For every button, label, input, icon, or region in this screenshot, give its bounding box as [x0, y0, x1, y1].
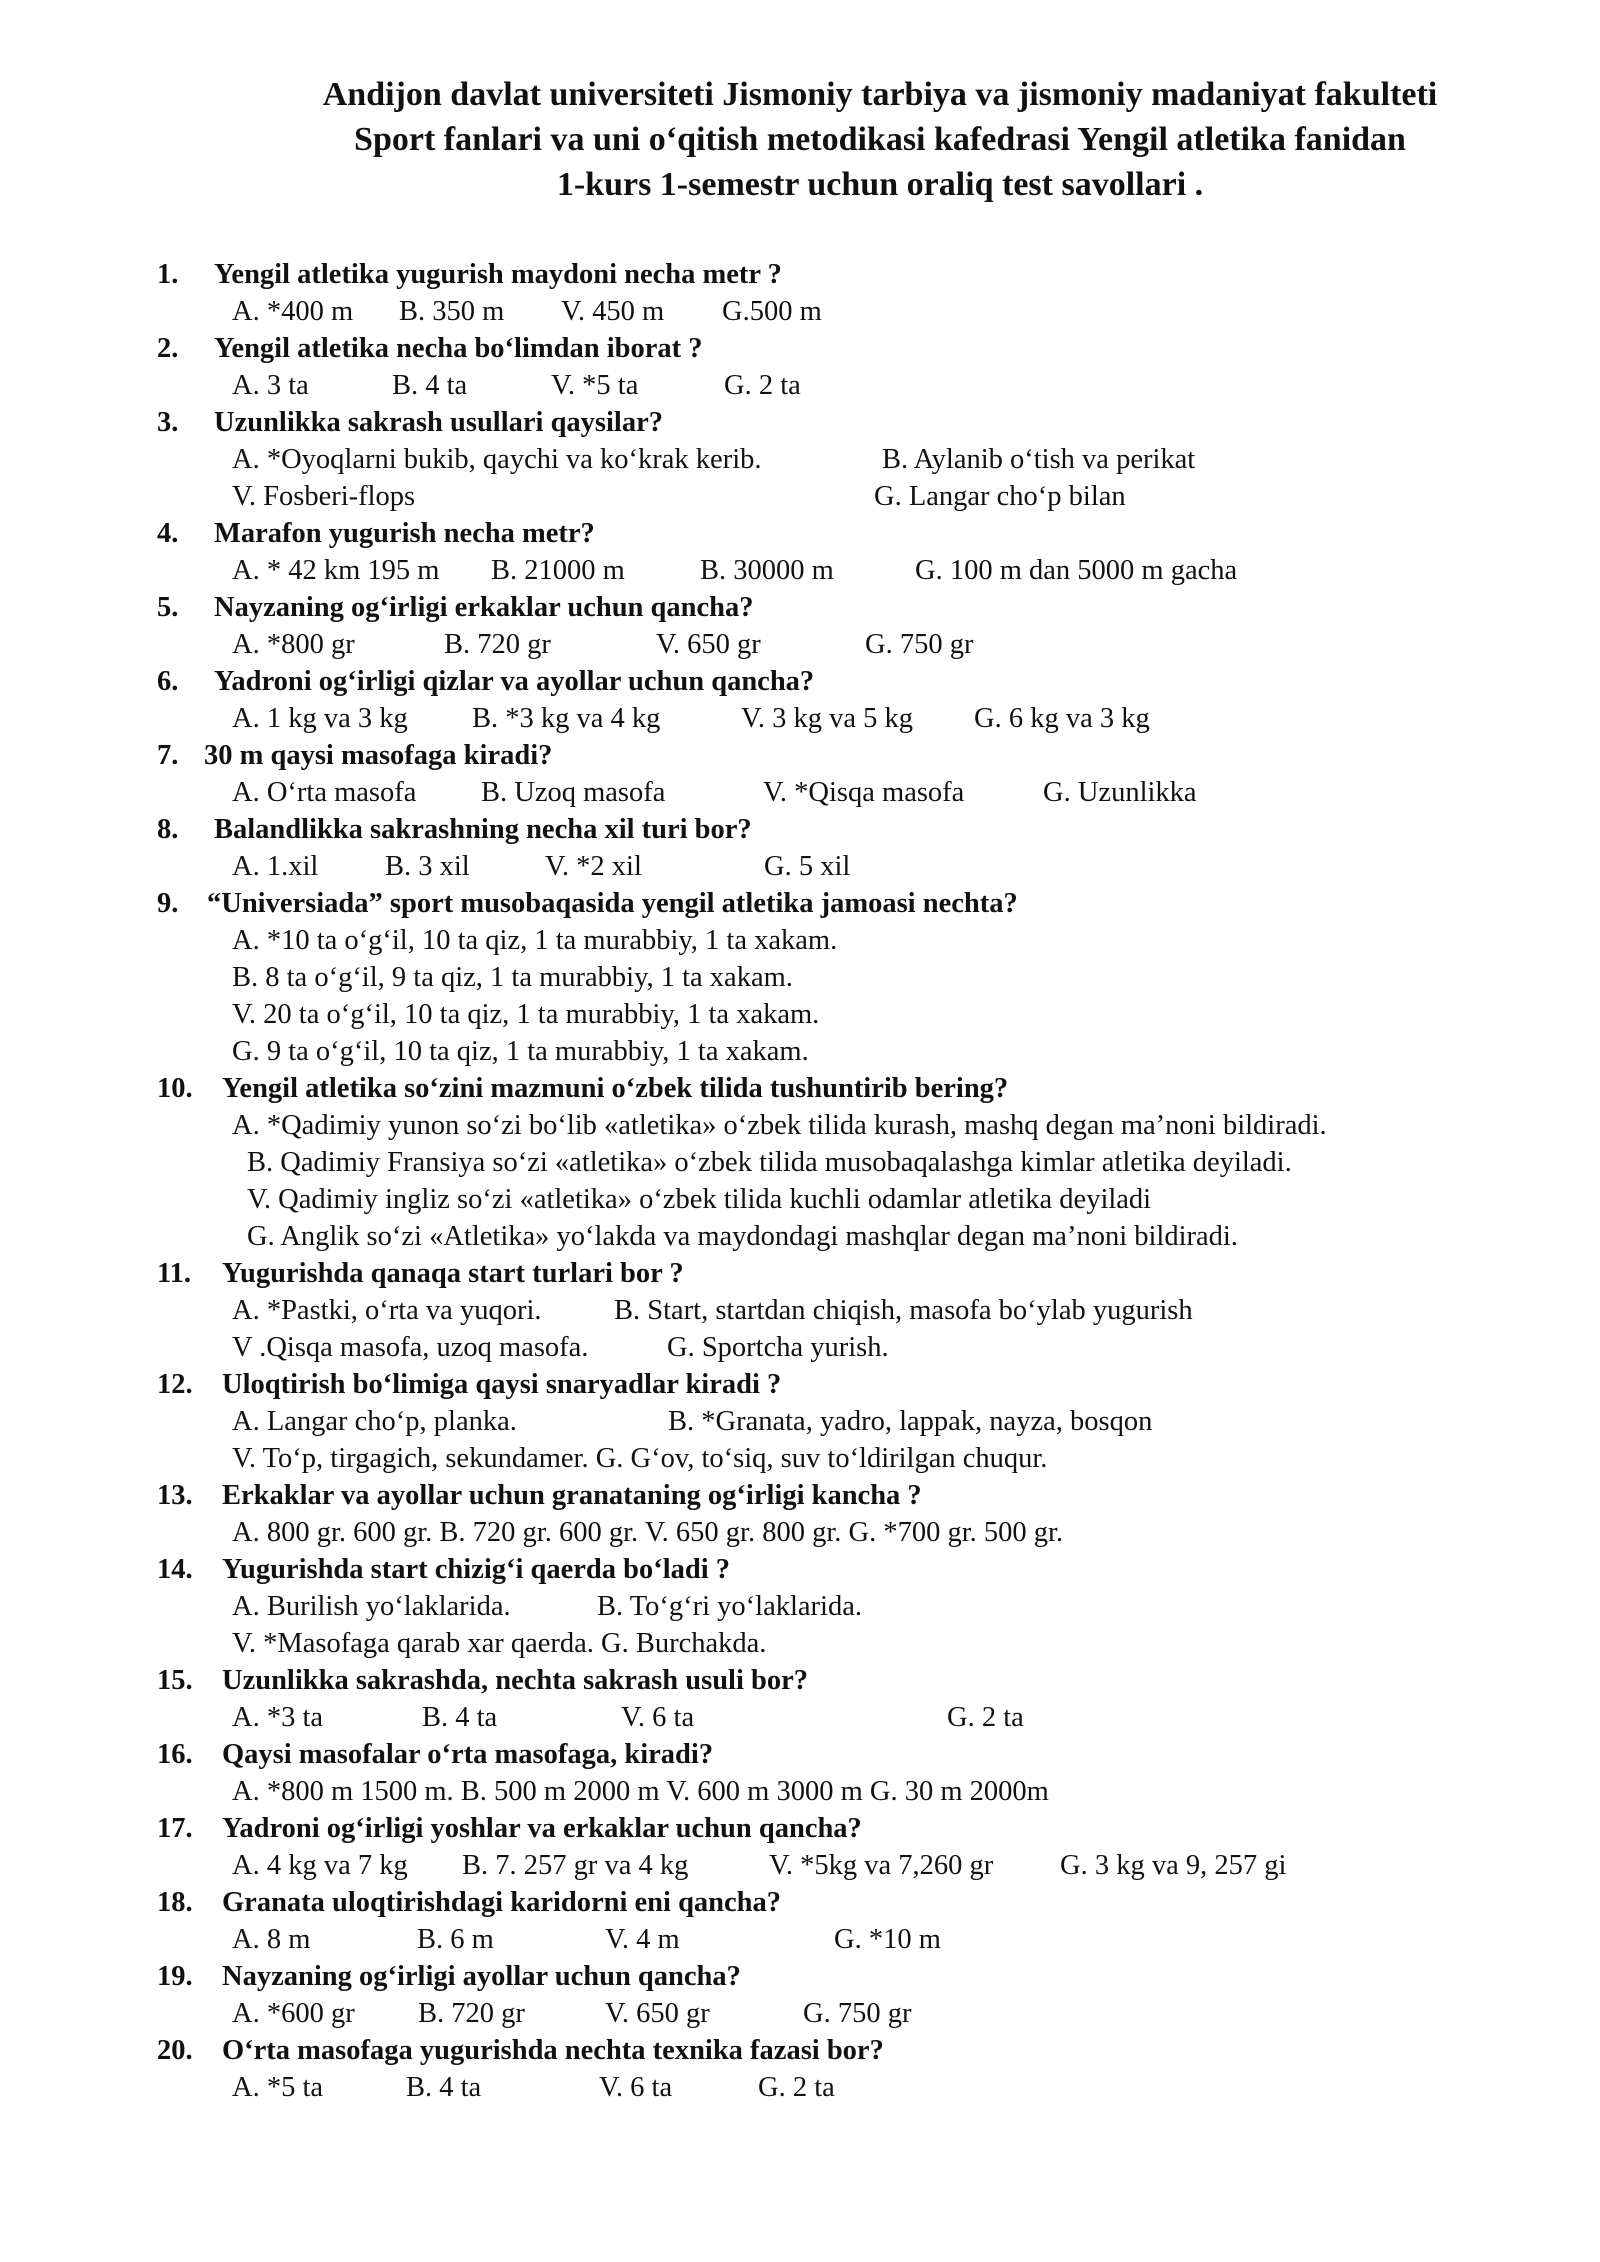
question-text: Yadroni og‘irligi yoshlar va erkaklar uchun qancha? — [222, 1813, 862, 1844]
answer-option: B. Start, startdan chiqish, masofa bo‘ylab yugurish — [614, 1295, 1193, 1326]
answer-option: A. O‘rta masofa — [232, 777, 417, 808]
question-text: Yengil atletika so‘zini mazmuni o‘zbek tilida tushuntirib bering? — [222, 1073, 1009, 1104]
question-item — [0, 1884, 1600, 1958]
answer-option: B. 720 gr — [418, 1998, 525, 2029]
answer-line — [0, 293, 1600, 330]
question-text: Yengil atletika necha bo‘limdan iborat ? — [214, 333, 703, 364]
answer-option: B. 7. 257 gr va 4 kg — [462, 1850, 689, 1881]
answer-option: V .Qisqa masofa, uzoq masofa. — [232, 1332, 589, 1363]
question-text: Yengil atletika yugurish maydoni necha metr ? — [214, 259, 782, 290]
question-line — [0, 1551, 1600, 1588]
question-item — [0, 1255, 1600, 1366]
answer-option: A. 1 kg va 3 kg — [232, 703, 408, 734]
answer-option: B. 4 ta — [392, 370, 468, 401]
answer-option: B. 4 ta — [422, 1702, 498, 1733]
answer-option: B. 350 m — [399, 296, 505, 327]
answer-line — [0, 1699, 1600, 1736]
answer-option: G. 2 ta — [724, 370, 801, 401]
question-line — [0, 1810, 1600, 1847]
answer-option: B. 3 xil — [385, 851, 470, 882]
answer-option: G. Sportcha yurish. — [667, 1332, 889, 1363]
answer-option: A. *Pastki, o‘rta va yuqori. — [232, 1295, 542, 1326]
question-number: 16. — [157, 1739, 193, 1770]
answer-option: B. 30000 m — [700, 555, 834, 586]
answer-line — [0, 996, 1600, 1033]
answer-line — [0, 1181, 1600, 1218]
answer-option: B. 21000 m — [491, 555, 625, 586]
question-list — [0, 256, 1600, 2106]
question-item — [0, 1366, 1600, 1477]
answer-line — [0, 1995, 1600, 2032]
question-line — [0, 589, 1600, 626]
question-text: 30 m qaysi masofaga kiradi? — [204, 740, 553, 771]
answer-line — [0, 848, 1600, 885]
answer-line — [0, 959, 1600, 996]
answer-option: A. 8 m — [232, 1924, 311, 1955]
question-line — [0, 737, 1600, 774]
header-line-2: Sport fanlari va uni o‘qitish metodikasi kafedrasi Yengil atletika fanidan — [354, 121, 1406, 158]
answer-option: V. 6 ta — [599, 2072, 673, 2103]
question-number: 13. — [157, 1480, 193, 1511]
question-text: O‘rta masofaga yugurishda nechta texnika fazasi bor? — [222, 2035, 884, 2066]
question-line — [0, 885, 1600, 922]
question-text: Nayzaning og‘irligi erkaklar uchun qancha? — [214, 592, 754, 623]
question-number: 19. — [157, 1961, 193, 1992]
answer-option: A. *3 ta — [232, 1702, 324, 1733]
answer-option: A. * 42 km 195 m — [232, 555, 440, 586]
answer-option: G. 750 gr — [803, 1998, 912, 2029]
question-line — [0, 1255, 1600, 1292]
header-line-3: 1-kurs 1-semestr uchun oraliq test savollari . — [556, 166, 1204, 203]
question-item — [0, 737, 1600, 811]
answer-option: V. 6 ta — [621, 1702, 695, 1733]
document-header — [230, 72, 1530, 207]
answer-option: B. Qadimiy Fransiya so‘zi «atletika» o‘zbek tilida musobaqalashga kimlar atletika deyiladi. — [247, 1147, 1292, 1178]
answer-option: A. *Qadimiy yunon so‘zi bo‘lib «atletika» o‘zbek tilida kurash, mashq degan ma’noni bildiradi. — [232, 1110, 1327, 1141]
answer-option: B. Aylanib o‘tish va perikat — [882, 444, 1196, 475]
answer-option: A. 1.xil — [232, 851, 319, 882]
question-item — [0, 404, 1600, 515]
answer-option: B. 4 ta — [406, 2072, 482, 2103]
answer-option: A. 3 ta — [232, 370, 309, 401]
question-text: Nayzaning og‘irligi ayollar uchun qancha? — [222, 1961, 741, 1992]
question-line — [0, 2032, 1600, 2069]
question-item — [0, 1477, 1600, 1551]
question-text: Yadroni og‘irligi qizlar va ayollar uchun qancha? — [214, 666, 815, 697]
answer-option: V. Fosberi-flops — [232, 481, 416, 512]
question-item — [0, 1958, 1600, 2032]
answer-option: A. *10 ta o‘g‘il, 10 ta qiz, 1 ta murabbiy, 1 ta xakam. — [232, 925, 838, 956]
answer-line — [0, 774, 1600, 811]
answer-line — [0, 1514, 1600, 1551]
answer-line — [0, 1107, 1600, 1144]
question-line — [0, 1477, 1600, 1514]
question-text: Erkaklar va ayollar uchun granataning og‘irligi kancha ? — [222, 1480, 922, 1511]
answer-line — [0, 1033, 1600, 1070]
answer-option: V. 650 gr — [656, 629, 761, 660]
question-item — [0, 663, 1600, 737]
question-number: 4. — [157, 518, 179, 549]
question-line — [0, 1958, 1600, 1995]
answer-option: B. 8 ta o‘g‘il, 9 ta qiz, 1 ta murabbiy, 1 ta xakam. — [232, 962, 793, 993]
question-number: 9. — [157, 888, 179, 919]
question-item — [0, 1810, 1600, 1884]
answer-line — [0, 1440, 1600, 1477]
answer-option: A. *Oyoqlarni bukib, qaychi va ko‘krak kerib. — [232, 444, 762, 475]
question-line — [0, 256, 1600, 293]
question-text: Marafon yugurish necha metr? — [214, 518, 595, 549]
answer-option: A. *800 m 1500 m. B. 500 m 2000 m V. 600 m 3000 m G. 30 m 2000m — [232, 1776, 1049, 1807]
question-item — [0, 1736, 1600, 1810]
question-number: 7. — [157, 740, 179, 771]
question-text: Uzunlikka sakrash usullari qaysilar? — [214, 407, 664, 438]
answer-option: V. *2 xil — [545, 851, 642, 882]
answer-option: G. Uzunlikka — [1043, 777, 1197, 808]
question-line — [0, 1366, 1600, 1403]
answer-option: G. Anglik so‘zi «Atletika» yo‘lakda va maydondagi mashqlar degan ma’noni bildiradi. — [247, 1221, 1238, 1252]
answer-option: G. 2 ta — [947, 1702, 1024, 1733]
question-text: Uzunlikka sakrashda, nechta sakrash usuli bor? — [222, 1665, 809, 1696]
header-line-1: Andijon davlat universiteti Jismoniy tarbiya va jismoniy madaniyat fakulteti — [322, 76, 1438, 113]
question-number: 3. — [157, 407, 179, 438]
question-item — [0, 2032, 1600, 2106]
answer-option: G. 5 xil — [764, 851, 851, 882]
question-number: 8. — [157, 814, 179, 845]
answer-option: B. 6 m — [417, 1924, 494, 1955]
answer-option: G.500 m — [722, 296, 822, 327]
answer-option: V. *Qisqa masofa — [763, 777, 965, 808]
question-item — [0, 811, 1600, 885]
question-number: 12. — [157, 1369, 193, 1400]
answer-option: A. Langar cho‘p, planka. — [232, 1406, 517, 1437]
answer-option: V. To‘p, tirgagich, sekundamer. G. G‘ov, to‘siq, suv to‘ldirilgan chuqur. — [232, 1443, 1048, 1474]
answer-option: B. To‘g‘ri yo‘laklarida. — [597, 1591, 862, 1622]
answer-option: A. *400 m — [232, 296, 354, 327]
answer-line — [0, 626, 1600, 663]
answer-option: V. *Masofaga qarab xar qaerda. G. Burchakda. — [232, 1628, 767, 1659]
answer-option: B. 720 gr — [444, 629, 551, 660]
answer-option: V. Qadimiy ingliz so‘zi «atletika» o‘zbek tilida kuchli odamlar atletika deyiladi — [247, 1184, 1152, 1215]
answer-option: A. 4 kg va 7 kg — [232, 1850, 408, 1881]
question-number: 11. — [157, 1258, 192, 1289]
question-item — [0, 515, 1600, 589]
answer-option: V. 20 ta o‘g‘il, 10 ta qiz, 1 ta murabbiy, 1 ta xakam. — [232, 999, 820, 1030]
answer-line — [0, 1403, 1600, 1440]
answer-line — [0, 1625, 1600, 1662]
question-item — [0, 1662, 1600, 1736]
answer-option: A. *600 gr — [232, 1998, 355, 2029]
answer-option: V. *5kg va 7,260 gr — [769, 1850, 994, 1881]
question-text: Qaysi masofalar o‘rta masofaga, kiradi? — [222, 1739, 714, 1770]
answer-option: G. 3 kg va 9, 257 gi — [1060, 1850, 1287, 1881]
question-item — [0, 1070, 1600, 1255]
answer-option: V. 450 m — [561, 296, 665, 327]
question-item — [0, 256, 1600, 330]
answer-option: G. 6 kg va 3 kg — [974, 703, 1150, 734]
answer-option: A. 800 gr. 600 gr. B. 720 gr. 600 gr. V. 650 gr. 800 gr. G. *700 gr. 500 gr. — [232, 1517, 1064, 1548]
answer-option: B. *Granata, yadro, lappak, nayza, bosqon — [668, 1406, 1153, 1437]
question-line — [0, 663, 1600, 700]
question-number: 2. — [157, 333, 179, 364]
answer-line — [0, 478, 1600, 515]
question-number: 5. — [157, 592, 179, 623]
question-line — [0, 811, 1600, 848]
answer-line — [0, 1847, 1600, 1884]
answer-line — [0, 1218, 1600, 1255]
question-text: Balandlikka sakrashning necha xil turi bor? — [214, 814, 752, 845]
answer-line — [0, 1292, 1600, 1329]
answer-option: G. *10 m — [834, 1924, 941, 1955]
question-text: Yugurishda qanaqa start turlari bor ? — [222, 1258, 684, 1289]
answer-option: A. Burilish yo‘laklarida. — [232, 1591, 511, 1622]
question-item — [0, 589, 1600, 663]
answer-line — [0, 1144, 1600, 1181]
answer-option: B. Uzoq masofa — [481, 777, 666, 808]
question-line — [0, 515, 1600, 552]
answer-option: B. *3 kg va 4 kg — [472, 703, 661, 734]
question-line — [0, 1662, 1600, 1699]
answer-line — [0, 367, 1600, 404]
question-number: 20. — [157, 2035, 193, 2066]
answer-line — [0, 700, 1600, 737]
question-number: 14. — [157, 1554, 193, 1585]
question-text: Yugurishda start chizig‘i qaerda bo‘ladi ? — [222, 1554, 731, 1585]
question-item — [0, 330, 1600, 404]
question-number: 6. — [157, 666, 179, 697]
answer-line — [0, 1773, 1600, 1810]
question-line — [0, 1884, 1600, 1921]
question-item — [0, 885, 1600, 1070]
question-text: “Universiada” sport musobaqasida yengil atletika jamoasi nechta? — [207, 888, 1018, 919]
answer-line — [0, 1588, 1600, 1625]
answer-option: G. Langar cho‘p bilan — [874, 481, 1126, 512]
answer-line — [0, 1329, 1600, 1366]
answer-option: V. 650 gr — [605, 1998, 710, 2029]
answer-option: A. *5 ta — [232, 2072, 324, 2103]
question-line — [0, 1070, 1600, 1107]
question-number: 1. — [157, 259, 179, 290]
answer-line — [0, 552, 1600, 589]
question-line — [0, 1736, 1600, 1773]
answer-line — [0, 922, 1600, 959]
answer-option: G. 9 ta o‘g‘il, 10 ta qiz, 1 ta murabbiy, 1 ta xakam. — [232, 1036, 809, 1067]
answer-option: G. 100 m dan 5000 m gacha — [915, 555, 1238, 586]
answer-option: G. 2 ta — [758, 2072, 835, 2103]
question-text: Granata uloqtirishdagi karidorni eni qancha? — [222, 1887, 782, 1918]
question-text: Uloqtirish bo‘limiga qaysi snaryadlar kiradi ? — [222, 1369, 782, 1400]
question-line — [0, 330, 1600, 367]
answer-line — [0, 1921, 1600, 1958]
question-item — [0, 1551, 1600, 1662]
answer-line — [0, 441, 1600, 478]
question-number: 10. — [157, 1073, 193, 1104]
question-number: 18. — [157, 1887, 193, 1918]
question-number: 17. — [157, 1813, 193, 1844]
answer-option: G. 750 gr — [865, 629, 974, 660]
answer-option: A. *800 gr — [232, 629, 355, 660]
answer-line — [0, 2069, 1600, 2106]
answer-option: V. *5 ta — [551, 370, 639, 401]
question-number: 15. — [157, 1665, 193, 1696]
answer-option: V. 3 kg va 5 kg — [741, 703, 914, 734]
answer-option: V. 4 m — [605, 1924, 680, 1955]
question-line — [0, 404, 1600, 441]
